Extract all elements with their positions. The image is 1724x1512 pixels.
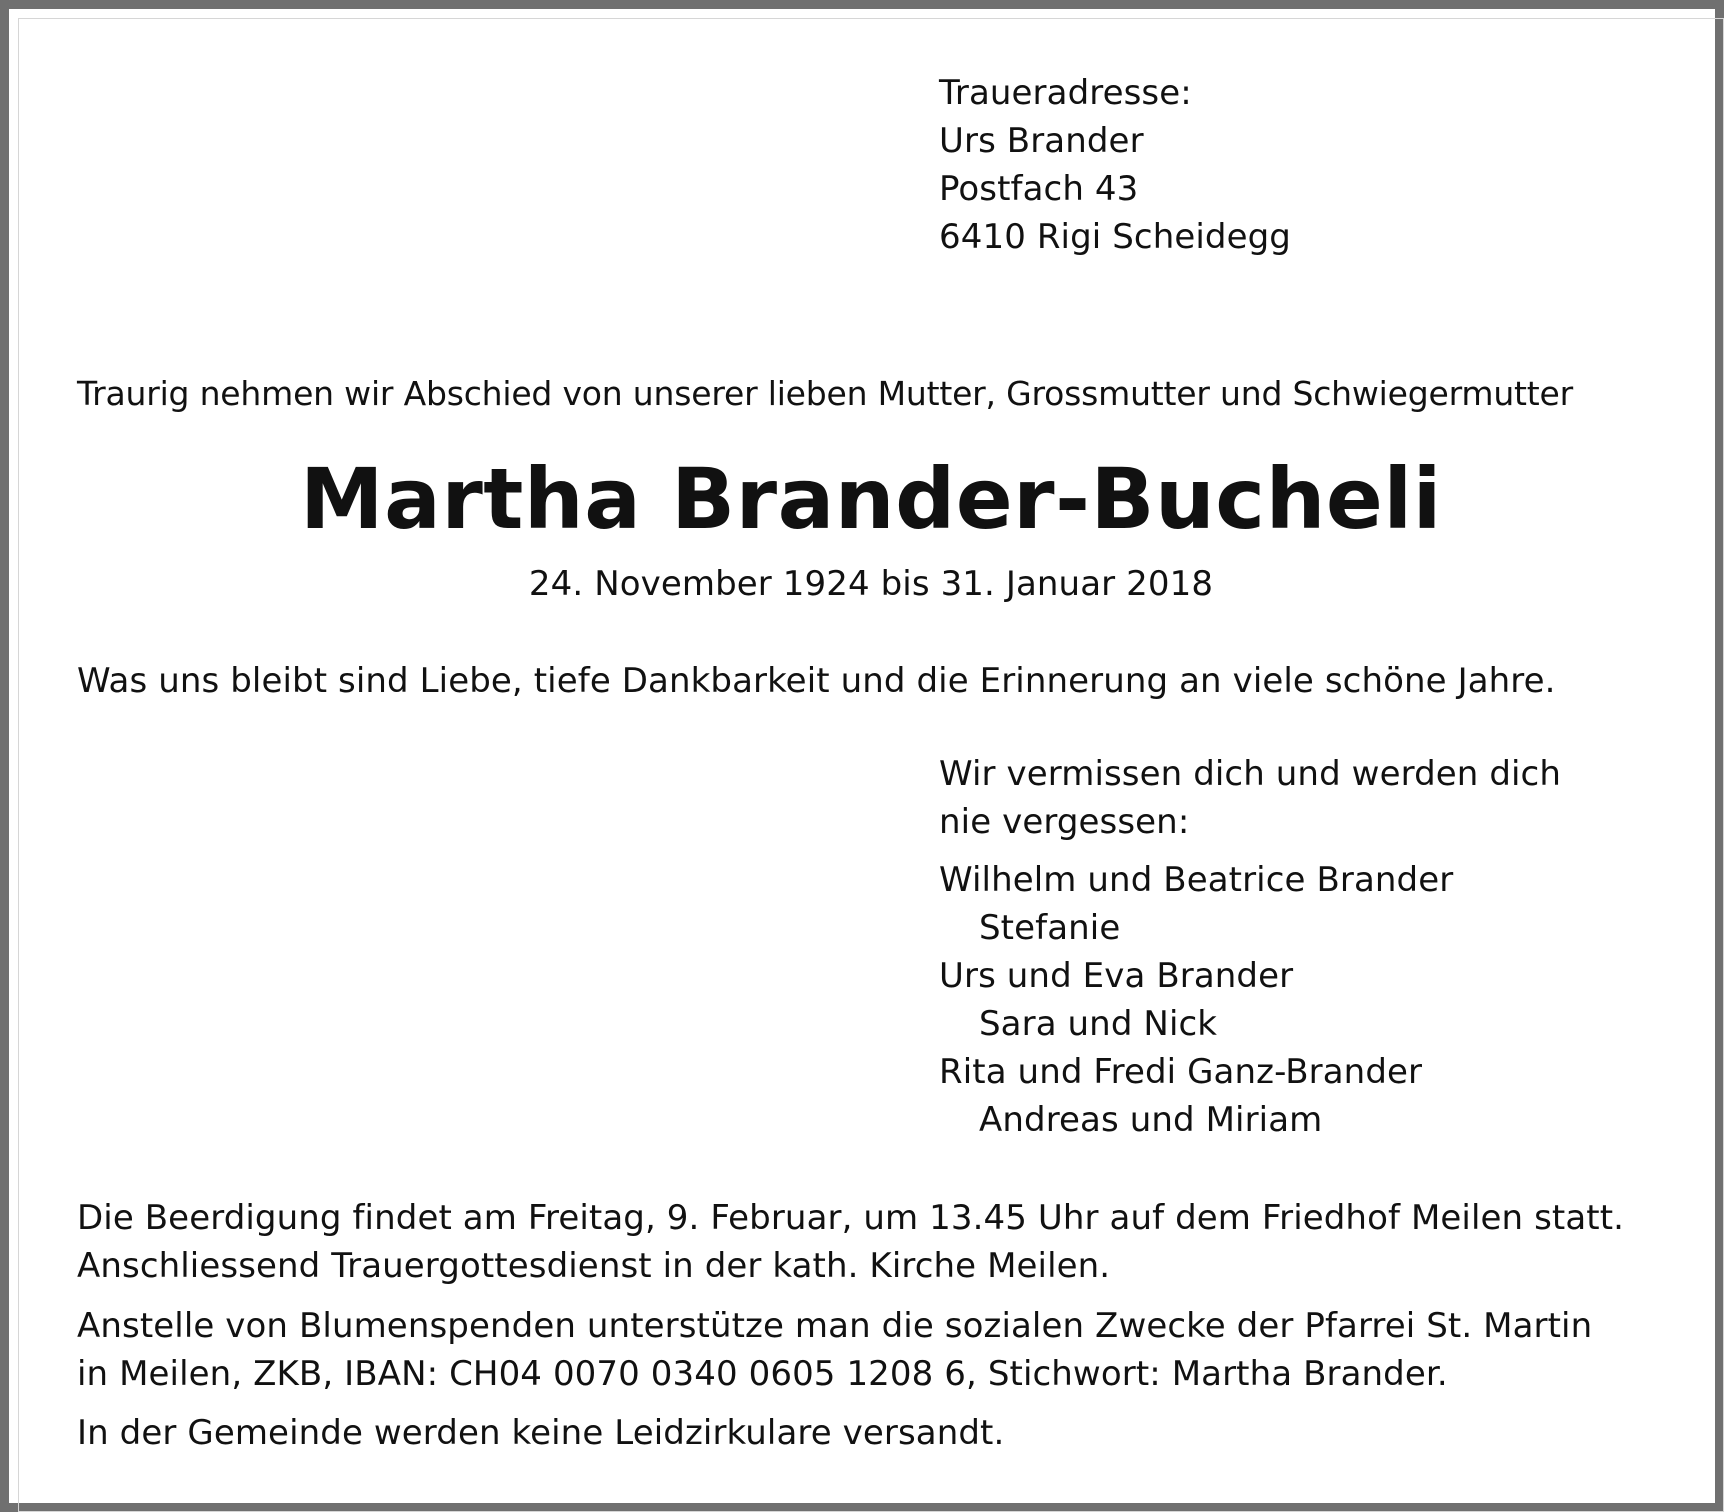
family-children: Sara und Nick bbox=[979, 1004, 1218, 1044]
intro-text: Traurig nehmen wir Abschied von unserer lieben Mutter, Grossmutter und Schwiegermutter bbox=[77, 374, 1573, 413]
donation-line-1: Anstelle von Blumenspenden unterstütze man die sozialen Zwecke der Pfarrei St. Martin bbox=[77, 1306, 1593, 1346]
mourning-address bbox=[939, 69, 1291, 261]
funeral-line-1: Die Beerdigung findet am Freitag, 9. Februar, um 13.45 Uhr auf dem Friedhof Meilen statt. bbox=[77, 1198, 1625, 1238]
family-parents: Wilhelm und Beatrice Brander bbox=[939, 860, 1454, 900]
remembrance-quote: Was uns bleibt sind Liebe, tiefe Dankbarkeit und die Erinnerung an viele schöne Jahre. bbox=[77, 661, 1556, 701]
address-name: Urs Brander bbox=[939, 121, 1144, 161]
mourners-spacer bbox=[939, 846, 1561, 856]
mourners-list bbox=[939, 750, 1561, 1144]
donation-info bbox=[77, 1302, 1592, 1398]
donation-line-2: in Meilen, ZKB, IBAN: CH04 0070 0340 0605 1208 6, Stichwort: Martha Brander. bbox=[77, 1354, 1448, 1394]
funeral-line-2: Anschliessend Trauergottesdienst in der kath. Kirche Meilen. bbox=[77, 1246, 1111, 1286]
life-dates: 24. November 1924 bis 31. Januar 2018 bbox=[528, 564, 1214, 604]
address-postbox: Postfach 43 bbox=[939, 169, 1139, 209]
family-parents: Urs und Eva Brander bbox=[939, 956, 1294, 996]
family-children: Stefanie bbox=[979, 908, 1121, 948]
address-city: 6410 Rigi Scheidegg bbox=[939, 217, 1291, 257]
family-children: Andreas und Miriam bbox=[979, 1100, 1323, 1140]
circular-notice: In der Gemeinde werden keine Leidzirkulare versandt. bbox=[77, 1413, 1005, 1453]
deceased-name: Martha Brander-Bucheli bbox=[300, 450, 1442, 548]
family-parents: Rita und Fredi Ganz-Brander bbox=[939, 1052, 1423, 1092]
address-label: Traueradresse: bbox=[939, 73, 1192, 113]
mourners-intro-line-2: nie vergessen: bbox=[939, 802, 1190, 842]
mourners-intro-line-1: Wir vermissen dich und werden dich bbox=[939, 754, 1561, 794]
funeral-info bbox=[77, 1194, 1624, 1290]
